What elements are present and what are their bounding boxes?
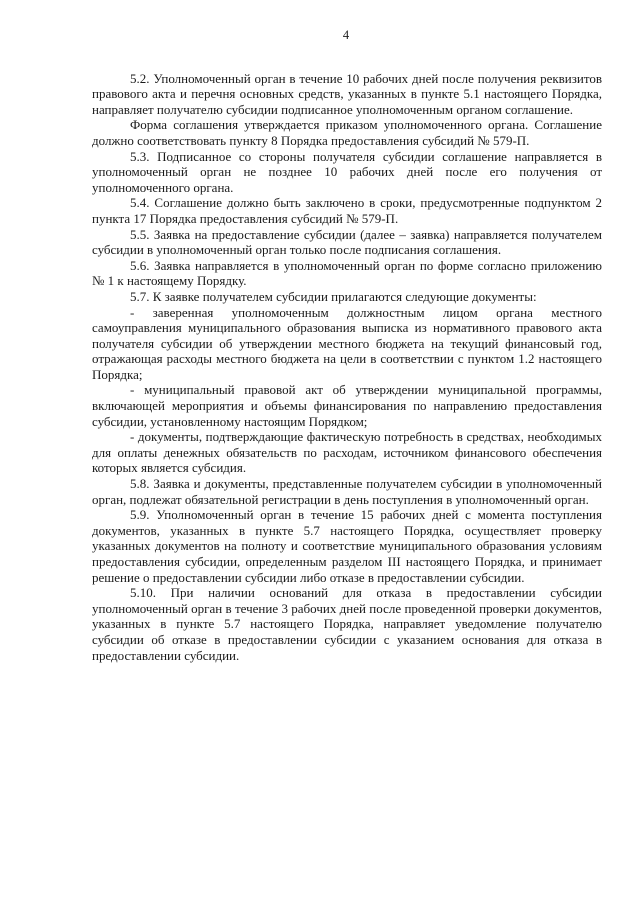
document-body bbox=[92, 71, 602, 664]
page-number: 4 bbox=[342, 28, 350, 42]
paragraph-5-9: 5.9. Уполномоченный орган в течение 15 рабочих дней с момента поступления документов, указанных в пункте 5.7 настоящего Порядка, осуществляет проверку указанных документов на полноту и соответствие муниципального образования условиям предоставления субсидии, определенным разделом III настоящего Порядка, и принимает решение о предоставлении субсидии либо отказе в предоставлении субсидии. bbox=[92, 507, 602, 585]
list-item-municipal-program: - муниципальный правовой акт об утверждении муниципальной программы, включающей мероприятия и объемы финансирования по направлению предоставления субсидии, установленному настоящим Порядком; bbox=[92, 382, 602, 429]
paragraph-5-5: 5.5. Заявка на предоставление субсидии (далее – заявка) направляется получателем субсидии в уполномоченный орган только после подписания соглашения. bbox=[92, 226, 602, 258]
paragraph-5-4: 5.4. Соглашение должно быть заключено в сроки, предусмотренные подпунктом 2 пункта 17 Порядка предоставления субсидий № 579-П. bbox=[92, 195, 602, 226]
paragraph-5-2: 5.2. Уполномоченный орган в течение 10 рабочих дней после получения реквизитов правового акта и перечня основных средств, указанных в пункте 5.1 настоящего Порядка, направляет получателю субсидии подписанное уполномоченным органом соглашение. bbox=[92, 70, 602, 117]
paragraph-5-8: 5.8. Заявка и документы, представленные получателем субсидии в уполномоченный орган, подлежат обязательной регистрации в день поступления в уполномоченный орган. bbox=[92, 476, 602, 507]
paragraph-5-3: 5.3. Подписанное со стороны получателя субсидии соглашение направляется в уполномоченный орган не позднее 10 рабочих дней после его получения от уполномоченного органа. bbox=[92, 148, 602, 195]
paragraph-5-7: 5.7. К заявке получателем субсидии прилагаются следующие документы: bbox=[130, 288, 537, 304]
list-item-need-documents: - документы, подтверждающие фактическую потребность в средствах, необходимых для оплаты денежных обязательств по расходам, источником финансового обеспечения которых является субсидия. bbox=[92, 429, 602, 476]
paragraph-agreement-form: Форма соглашения утверждается приказом уполномоченного органа. Соглашение должно соответствовать пункту 8 Порядка предоставления субсидий № 579-П. bbox=[92, 117, 602, 148]
list-item-budget-extract: - заверенная уполномоченным должностным лицом органа местного самоуправления муниципального образования выписка из нормативного правового акта получателя субсидии об утверждении местного бюджета на текущий финансовый год, отражающая расходы местного бюджета на цели в соответствии с пунктом 1.2 настоящего Порядка; bbox=[92, 304, 602, 382]
paragraph-5-10: 5.10. При наличии оснований для отказа в предоставлении субсидии уполномоченный орган в течение 3 рабочих дней после проведенной проверки документов, указанных в пункте 5.7 настоящего Порядка, направляет уведомление получателю субсидии об отказе в предоставлении субсидии с указанием основания для отказа в предоставлении субсидии. bbox=[92, 585, 602, 663]
paragraph-5-6: 5.6. Заявка направляется в уполномоченный орган по форме согласно приложению № 1 к настоящему Порядку. bbox=[92, 257, 602, 289]
